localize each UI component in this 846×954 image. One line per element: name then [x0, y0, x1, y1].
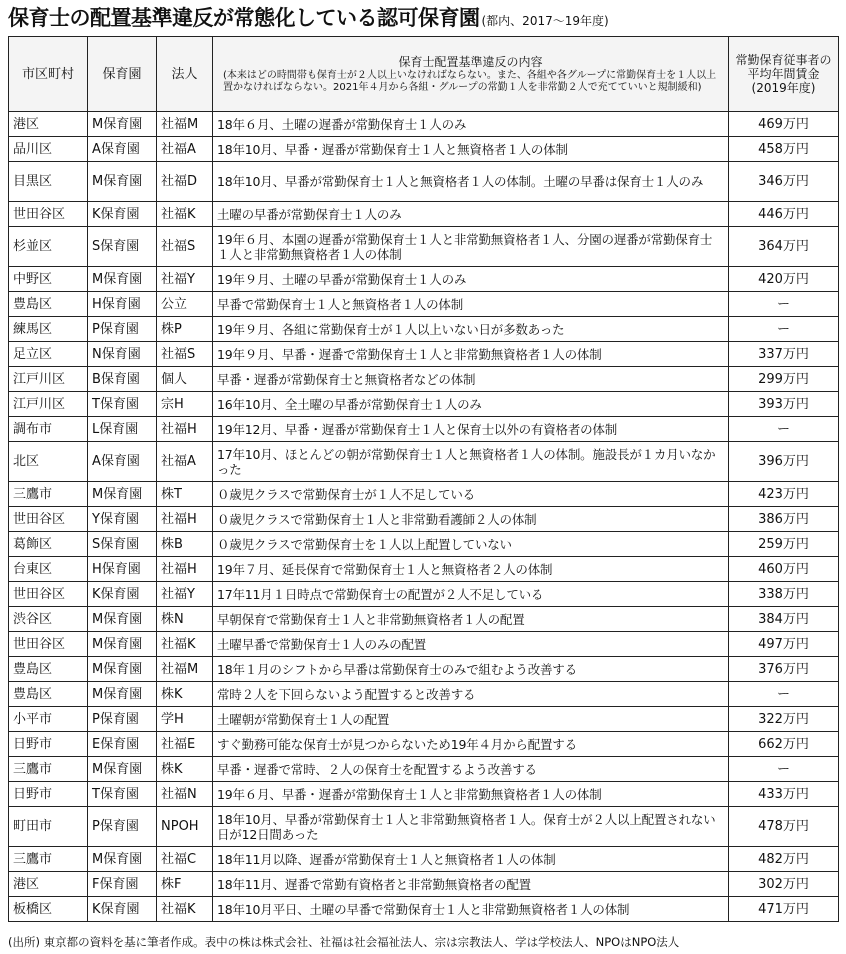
cell-wage: 322万円 — [729, 707, 839, 732]
cell-municipality: 渋谷区 — [9, 607, 88, 632]
cell-municipality: 豊島区 — [9, 657, 88, 682]
cell-municipality: 日野市 — [9, 782, 88, 807]
cell-corporation: 社福K — [157, 202, 213, 227]
cell-wage: 337万円 — [729, 342, 839, 367]
cell-nursery: L保育園 — [88, 417, 157, 442]
cell-corporation: 宗H — [157, 392, 213, 417]
cell-violation: 17年10月、ほとんどの朝が常勤保育士１人と無資格者１人の体制。施設長が１カ月いなかった — [213, 442, 729, 482]
header-violation-label: 保育士配置基準違反の内容 — [398, 54, 543, 69]
cell-municipality: 小平市 — [9, 707, 88, 732]
cell-violation: 19年９月、土曜の早番が常勤保育士１人のみ — [213, 267, 729, 292]
cell-corporation: 社福H — [157, 507, 213, 532]
cell-wage: 302万円 — [729, 872, 839, 897]
cell-wage: 482万円 — [729, 847, 839, 872]
cell-nursery: A保育園 — [88, 137, 157, 162]
cell-nursery: M保育園 — [88, 112, 157, 137]
cell-municipality: 足立区 — [9, 342, 88, 367]
table-row — [9, 482, 839, 507]
cell-wage: ー — [729, 317, 839, 342]
cell-corporation: 個人 — [157, 367, 213, 392]
cell-nursery: M保育園 — [88, 757, 157, 782]
cell-corporation: 社福C — [157, 847, 213, 872]
table-row — [9, 202, 839, 227]
table-row — [9, 442, 839, 482]
table-row — [9, 757, 839, 782]
table-row — [9, 897, 839, 922]
cell-corporation: 株K — [157, 682, 213, 707]
cell-wage: 396万円 — [729, 442, 839, 482]
cell-municipality: 町田市 — [9, 807, 88, 847]
cell-municipality: 三鷹市 — [9, 847, 88, 872]
cell-nursery: M保育園 — [88, 482, 157, 507]
table-row — [9, 657, 839, 682]
cell-wage: ー — [729, 757, 839, 782]
table-row — [9, 292, 839, 317]
cell-violation: 19年12月、早番・遅番が常勤保育士１人と保育士以外の有資格者の体制 — [213, 417, 729, 442]
table-row — [9, 582, 839, 607]
cell-violation: 早朝保育で常勤保育士１人と非常勤無資格者１人の配置 — [213, 607, 729, 632]
cell-nursery: P保育園 — [88, 317, 157, 342]
cell-wage: 433万円 — [729, 782, 839, 807]
cell-municipality: 豊島区 — [9, 292, 88, 317]
cell-corporation: 社福H — [157, 557, 213, 582]
cell-violation: 早番・遅番で常時、２人の保育士を配置するよう改善する — [213, 757, 729, 782]
cell-violation: 18年10月、早番が常勤保育士１人と非常勤無資格者１人。保育士が２人以上配置されない日が12日間あった — [213, 807, 729, 847]
cell-nursery: N保育園 — [88, 342, 157, 367]
header-municipality: 市区町村 — [9, 37, 88, 112]
cell-violation: ０歳児クラスで常勤保育士が１人不足している — [213, 482, 729, 507]
cell-violation: 早番で常勤保育士１人と無資格者１人の体制 — [213, 292, 729, 317]
table-row — [9, 707, 839, 732]
cell-wage: 471万円 — [729, 897, 839, 922]
cell-violation: 16年10月、全土曜の早番が常勤保育士１人のみ — [213, 392, 729, 417]
table-row — [9, 162, 839, 202]
cell-violation: 18年10月、早番・遅番が常勤保育士１人と無資格者１人の体制 — [213, 137, 729, 162]
cell-municipality: 豊島区 — [9, 682, 88, 707]
table-header-row — [9, 37, 839, 112]
table-row — [9, 342, 839, 367]
cell-nursery: P保育園 — [88, 807, 157, 847]
cell-municipality: 世田谷区 — [9, 507, 88, 532]
cell-violation: ０歳児クラスで常勤保育士１人と非常勤看護師２人の体制 — [213, 507, 729, 532]
cell-corporation: 株T — [157, 482, 213, 507]
cell-corporation: 社福M — [157, 657, 213, 682]
cell-corporation: 社福S — [157, 342, 213, 367]
cell-municipality: 日野市 — [9, 732, 88, 757]
table-row — [9, 782, 839, 807]
cell-violation: 19年９月、各組に常勤保育士が１人以上いない日が多数あった — [213, 317, 729, 342]
cell-violation: 18年１月のシフトから早番は常勤保育士のみで組むよう改善する — [213, 657, 729, 682]
cell-municipality: 三鷹市 — [9, 482, 88, 507]
cell-corporation: 学H — [157, 707, 213, 732]
cell-corporation: 社福M — [157, 112, 213, 137]
cell-corporation: 社福D — [157, 162, 213, 202]
cell-violation: 土曜の早番が常勤保育士１人のみ — [213, 202, 729, 227]
table-row — [9, 137, 839, 162]
cell-corporation: 株F — [157, 872, 213, 897]
table-row — [9, 682, 839, 707]
cell-municipality: 世田谷区 — [9, 202, 88, 227]
source-note: (出所) 東京都の資料を基に筆者作成。表中の株は株式会社、社福は社会福祉法人、宗は宗教法人、学は学校法人、NPOはNPO法人 — [8, 935, 680, 949]
cell-violation: 18年10月平日、土曜の早番で常勤保育士１人と非常勤無資格者１人の体制 — [213, 897, 729, 922]
header-corporation: 法人 — [157, 37, 213, 112]
table-row — [9, 872, 839, 897]
cell-municipality: 三鷹市 — [9, 757, 88, 782]
cell-nursery: T保育園 — [88, 392, 157, 417]
violations-table — [8, 36, 839, 922]
cell-nursery: K保育園 — [88, 897, 157, 922]
cell-municipality: 中野区 — [9, 267, 88, 292]
cell-corporation: 社福K — [157, 632, 213, 657]
cell-nursery: S保育園 — [88, 532, 157, 557]
cell-wage: 662万円 — [729, 732, 839, 757]
cell-violation: 18年10月、早番が常勤保育士１人と無資格者１人の体制。土曜の早番は保育士１人のみ — [213, 162, 729, 202]
cell-nursery: M保育園 — [88, 682, 157, 707]
cell-municipality: 目黒区 — [9, 162, 88, 202]
header-wage: 常勤保育従事者の平均年間賃金(2019年度) — [729, 37, 839, 112]
cell-wage: 469万円 — [729, 112, 839, 137]
cell-corporation: 株N — [157, 607, 213, 632]
cell-corporation: 社福N — [157, 782, 213, 807]
cell-nursery: M保育園 — [88, 847, 157, 872]
table-row — [9, 367, 839, 392]
header-violation — [213, 37, 729, 112]
cell-municipality: 港区 — [9, 112, 88, 137]
cell-nursery: B保育園 — [88, 367, 157, 392]
table-row — [9, 532, 839, 557]
table-row — [9, 847, 839, 872]
header-violation-note: (本来はどの時間帯も保育士が２人以上いなければならない。また、各組や各グループに常勤保育士を１人以上置かなければならない。2021年４月から各組・グループの常勤１人を非常勤２人で充てていいと規制緩和) — [223, 69, 717, 93]
header-nursery: 保育園 — [88, 37, 157, 112]
cell-nursery: K保育園 — [88, 582, 157, 607]
cell-wage: 446万円 — [729, 202, 839, 227]
cell-nursery: T保育園 — [88, 782, 157, 807]
cell-wage: 346万円 — [729, 162, 839, 202]
cell-municipality: 品川区 — [9, 137, 88, 162]
table-row — [9, 557, 839, 582]
cell-corporation: 社福K — [157, 897, 213, 922]
cell-nursery: H保育園 — [88, 557, 157, 582]
page-subtitle: (都内、2017～19年度) — [481, 14, 609, 28]
table-row — [9, 807, 839, 847]
cell-nursery: K保育園 — [88, 202, 157, 227]
cell-violation: 17年11月１日時点で常勤保育士の配置が２人不足している — [213, 582, 729, 607]
cell-wage: 458万円 — [729, 137, 839, 162]
cell-nursery: M保育園 — [88, 657, 157, 682]
cell-corporation: 社福S — [157, 227, 213, 267]
cell-wage: 460万円 — [729, 557, 839, 582]
cell-nursery: A保育園 — [88, 442, 157, 482]
cell-corporation: 株P — [157, 317, 213, 342]
cell-violation: 19年７月、延長保育で常勤保育士１人と無資格者２人の体制 — [213, 557, 729, 582]
cell-municipality: 江戸川区 — [9, 392, 88, 417]
table-row — [9, 112, 839, 137]
cell-wage: 497万円 — [729, 632, 839, 657]
table-row — [9, 607, 839, 632]
cell-wage: 364万円 — [729, 227, 839, 267]
cell-violation: 18年11月以降、遅番が常勤保育士１人と無資格者１人の体制 — [213, 847, 729, 872]
cell-violation: 19年６月、本園の遅番が常勤保育士１人と非常勤無資格者１人、分園の遅番が常勤保育士１人と非常勤無資格者１人の体制 — [213, 227, 729, 267]
table-row — [9, 632, 839, 657]
cell-violation: 土曜早番で常勤保育士１人のみの配置 — [213, 632, 729, 657]
cell-nursery: M保育園 — [88, 632, 157, 657]
cell-corporation: 株K — [157, 757, 213, 782]
cell-wage: 393万円 — [729, 392, 839, 417]
cell-nursery: H保育園 — [88, 292, 157, 317]
cell-corporation: NPOH — [157, 807, 213, 847]
cell-wage: 384万円 — [729, 607, 839, 632]
title-block — [8, 2, 609, 36]
cell-wage: 259万円 — [729, 532, 839, 557]
table-row — [9, 417, 839, 442]
cell-municipality: 港区 — [9, 872, 88, 897]
cell-violation: ０歳児クラスで常勤保育士を１人以上配置していない — [213, 532, 729, 557]
cell-nursery: M保育園 — [88, 607, 157, 632]
cell-nursery: F保育園 — [88, 872, 157, 897]
cell-corporation: 株B — [157, 532, 213, 557]
cell-corporation: 社福A — [157, 442, 213, 482]
cell-wage: ー — [729, 682, 839, 707]
cell-corporation: 社福E — [157, 732, 213, 757]
cell-municipality: 江戸川区 — [9, 367, 88, 392]
table-row — [9, 507, 839, 532]
cell-municipality: 台東区 — [9, 557, 88, 582]
cell-municipality: 世田谷区 — [9, 582, 88, 607]
cell-municipality: 杉並区 — [9, 227, 88, 267]
cell-municipality: 葛飾区 — [9, 532, 88, 557]
cell-violation: 19年９月、早番・遅番で常勤保育士１人と非常勤無資格者１人の体制 — [213, 342, 729, 367]
cell-nursery: P保育園 — [88, 707, 157, 732]
cell-wage: 299万円 — [729, 367, 839, 392]
cell-violation: 19年６月、早番・遅番が常勤保育士１人と非常勤無資格者１人の体制 — [213, 782, 729, 807]
table-row — [9, 317, 839, 342]
cell-wage: 478万円 — [729, 807, 839, 847]
cell-wage: 423万円 — [729, 482, 839, 507]
cell-corporation: 社福H — [157, 417, 213, 442]
page-title: 保育士の配置基準違反が常態化している認可保育園 — [8, 6, 480, 30]
cell-wage: ー — [729, 292, 839, 317]
cell-wage: 376万円 — [729, 657, 839, 682]
cell-violation: 常時２人を下回らないよう配置すると改善する — [213, 682, 729, 707]
table-row — [9, 227, 839, 267]
cell-corporation: 公立 — [157, 292, 213, 317]
cell-wage: 338万円 — [729, 582, 839, 607]
cell-violation: 18年６月、土曜の遅番が常勤保育士１人のみ — [213, 112, 729, 137]
table-row — [9, 267, 839, 292]
cell-nursery: M保育園 — [88, 162, 157, 202]
table-row — [9, 732, 839, 757]
cell-nursery: S保育園 — [88, 227, 157, 267]
cell-violation: すぐ勤務可能な保育士が見つからないため19年４月から配置する — [213, 732, 729, 757]
cell-nursery: M保育園 — [88, 267, 157, 292]
cell-wage: 386万円 — [729, 507, 839, 532]
cell-violation: 早番・遅番が常勤保育士と無資格者などの体制 — [213, 367, 729, 392]
cell-corporation: 社福Y — [157, 582, 213, 607]
cell-corporation: 社福Y — [157, 267, 213, 292]
cell-violation: 土曜朝が常勤保育士１人の配置 — [213, 707, 729, 732]
cell-nursery: Y保育園 — [88, 507, 157, 532]
cell-municipality: 北区 — [9, 442, 88, 482]
cell-wage: 420万円 — [729, 267, 839, 292]
cell-municipality: 世田谷区 — [9, 632, 88, 657]
cell-violation: 18年11月、遅番で常勤有資格者と非常勤無資格者の配置 — [213, 872, 729, 897]
table-row — [9, 392, 839, 417]
cell-municipality: 練馬区 — [9, 317, 88, 342]
cell-municipality: 調布市 — [9, 417, 88, 442]
cell-nursery: E保育園 — [88, 732, 157, 757]
cell-corporation: 社福A — [157, 137, 213, 162]
table-body — [9, 112, 839, 922]
cell-wage: ー — [729, 417, 839, 442]
cell-municipality: 板橋区 — [9, 897, 88, 922]
